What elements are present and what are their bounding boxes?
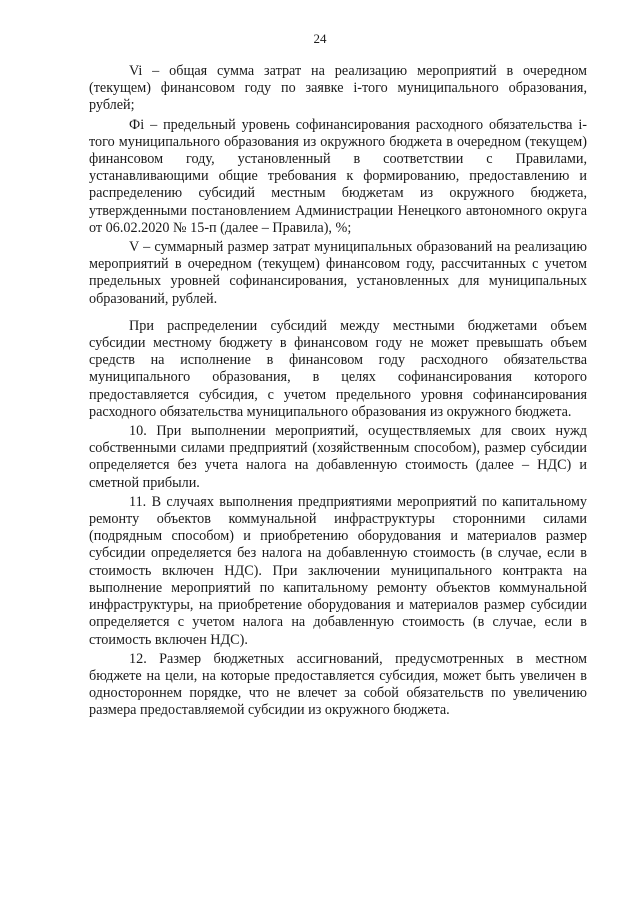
clause-11: 11. В случаях выполнения предприятиями мероприятий по капитальному ремонту объектов коммунальной инфраструктуры сторонними силами (подрядным способом) и приобретению оборудования и материалов размер субсидии определяется без налога на добавленную стоимость (в случае, если в стоимость включен НДС). При заключении муниципального контракта на выполнение мероприятий по капитальному ремонту объектов коммунальной инфраструктуры, на приобретение оборудования и материалов размер субсидии определяется с учетом налога на добавленную стоимость (в случае, если в стоимость включен НДС). [89,493,587,648]
subsidy-distribution-paragraph: При распределении субсидий между местными бюджетами объем субсидии местному бюджету в финансовом году не может превышать объем средств на исполнение в финансовом году расходного обязательства муниципального образования, в целях софинансирования которого предоставляется субсидия, с учетом предельного уровня софинансирования расходного обязательства муниципального образования из окружного бюджета. [89,317,587,420]
definition-fi: Фi – предельный уровень софинансирования расходного обязательства i-того муниципального образования из окружного бюджета в очередном (текущем) финансовом году, установленный в соответствии с Правилами, устанавливающими общие требования к формированию, предоставлению и распределению субсидий местным бюджетам из окружного бюджета, утвержденными постановлением Администрации Ненецкого автономного округа от 06.02.2020 № 15-п (далее – Правила), %; [89,116,587,236]
definition-v: V – суммарный размер затрат муниципальных образований на реализацию мероприятий в очередном (текущем) финансовом году, рассчитанных с учетом предельных уровней софинансирования, установленных для муниципальных образований, рублей. [89,239,587,307]
page-number: 24 [313,31,327,46]
clause-10: 10. При выполнении мероприятий, осуществляемых для своих нужд собственными силами предприятий (хозяйственным способом), размер субсидии определяется без учета налога на добавленную стоимость (далее – НДС) и сметной прибыли. [89,423,587,491]
definition-vi: Vi – общая сумма затрат на реализацию мероприятий в очередном (текущем) финансовом году по заявке i-того муниципального образования, рублей; [89,63,587,114]
document-body [89,63,587,720]
clause-12: 12. Размер бюджетных ассигнований, предусмотренных в местном бюджете на цели, на которые предоставляется субсидия, может быть увеличен в одностороннем порядке, что не влечет за собой обязательств по увеличению размера предоставляемой субсидии из окружного бюджета. [89,650,587,719]
